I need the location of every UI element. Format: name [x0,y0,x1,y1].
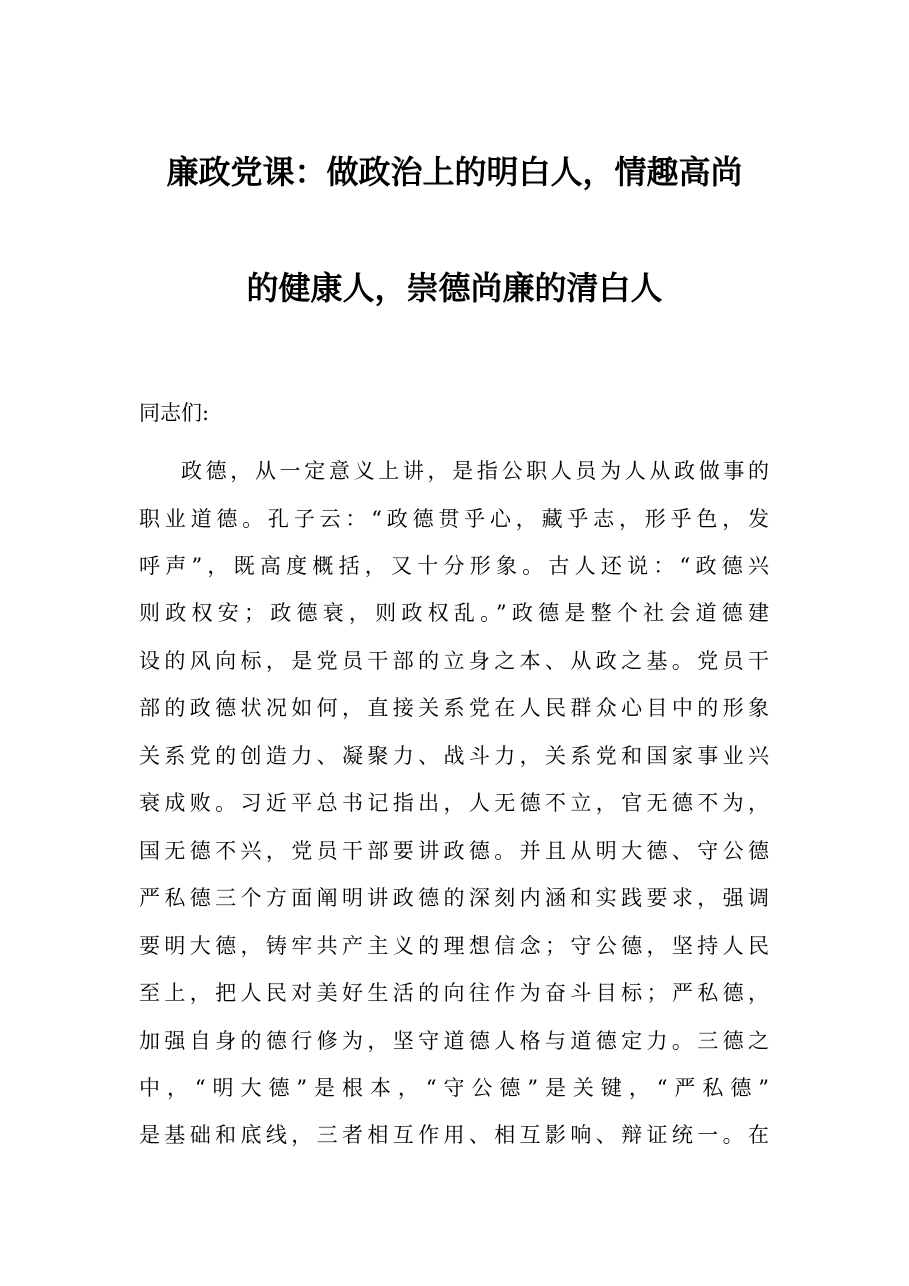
salutation: 同志们: [139,401,210,425]
paragraph-line: 关系党的创造力、凝聚力、战斗力，关系党和国家事业兴 [139,744,769,768]
document-title-line-1: 廉政党课：做政治上的明白人，情趣高尚 [166,153,743,191]
paragraph-line: 部的政德状况如何，直接关系党在人民群众心目中的形象 [139,696,769,720]
paragraph-line: 至上，把人民对美好生活的向往作为奋斗目标；严私德， [139,981,769,1005]
paragraph-line: 加强自身的德行修为，坚守道德人格与道德定力。三德之 [139,1029,769,1053]
paragraph-line: 要明大德，铸牢共产主义的理想信念；守公德，坚持人民 [139,934,769,958]
paragraph-line: 衰成败。习近平总书记指出，人无德不立，官无德不为， [139,791,769,815]
document-title-line-2: 的健康人，崇德尚廉的清白人 [246,269,663,307]
paragraph-line: 严私德三个方面阐明讲政德的深刻内涵和实践要求，强调 [139,886,769,910]
paragraph-line: 则政权安；政德衰，则政权乱。”政德是整个社会道德建 [139,601,769,625]
paragraph-line: 中，“明大德”是根本，“守公德”是关键，“严私德” [139,1076,769,1100]
paragraph-line: 国无德不兴，党员干部要讲政德。并且从明大德、守公德 [139,839,769,863]
paragraph-line: 设的风向标，是党员干部的立身之本、从政之基。党员干 [139,649,769,673]
paragraph-line: 政德，从一定意义上讲，是指公职人员为人从政做事的 [181,459,769,483]
paragraph-line: 呼声”，既高度概括，又十分形象。古人还说：“政德兴 [139,554,769,578]
paragraph-line: 是基础和底线，三者相互作用、相互影响、辩证统一。在 [139,1123,769,1147]
paragraph-line: 职业道德。孔子云：“政德贯乎心，藏乎志，形乎色，发 [139,507,769,531]
